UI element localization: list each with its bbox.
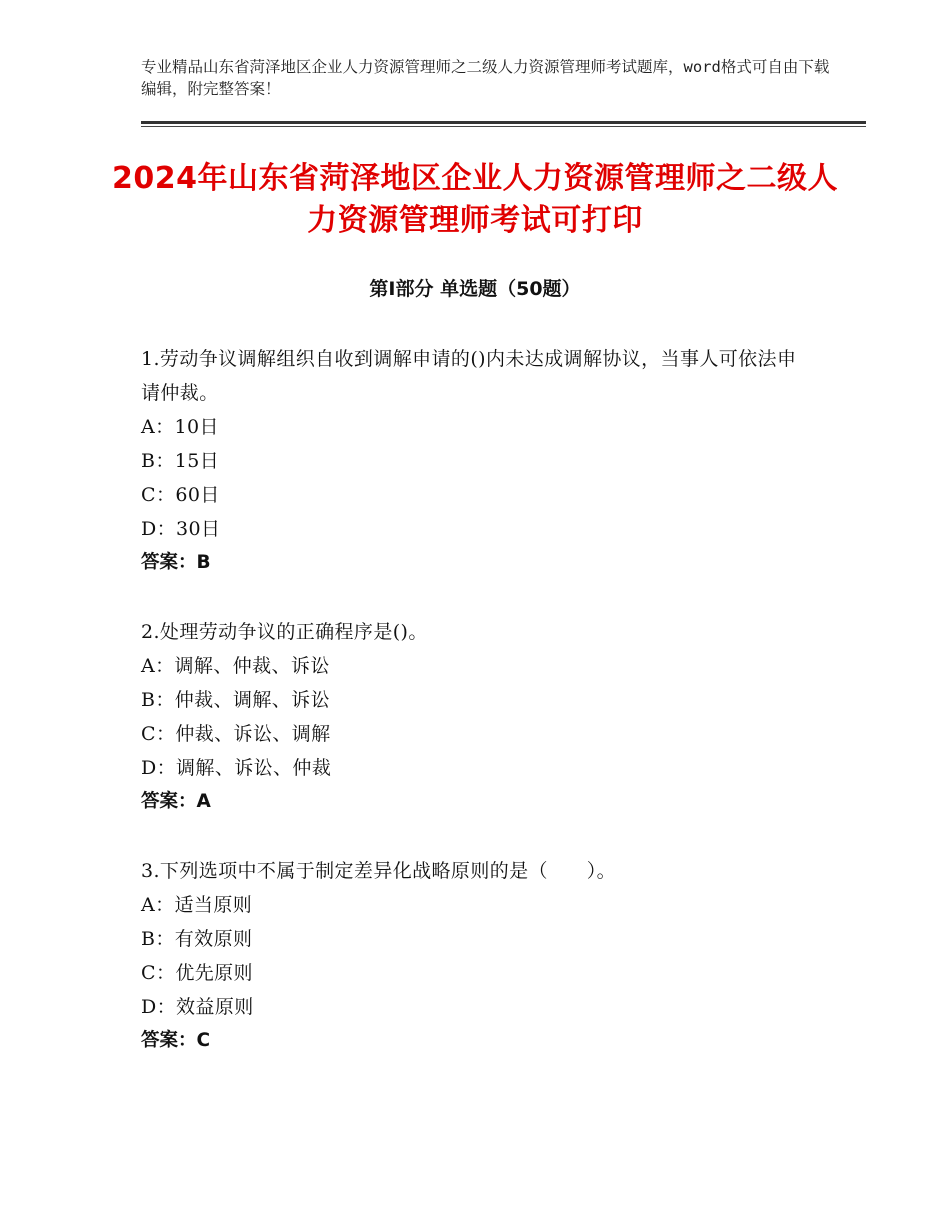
- question-stem: 1.劳动争议调解组织自收到调解申请的()内未达成调解协议，当事人可依法申请仲裁。: [141, 348, 797, 404]
- option-a: A：调解、仲裁、诉讼: [141, 655, 330, 677]
- answer-line: 答案：C: [141, 1030, 211, 1051]
- question-list: [141, 342, 801, 1093]
- header-divider-thick: [141, 121, 866, 124]
- option-c: C：优先原则: [141, 962, 253, 984]
- question-stem: 2.处理劳动争议的正确程序是()。: [141, 621, 428, 643]
- question-3: [141, 854, 801, 1058]
- header-divider-thin: [141, 126, 866, 127]
- answer-line: 答案：B: [141, 552, 211, 573]
- question-2: [141, 615, 801, 819]
- option-d: D：效益原则: [141, 996, 254, 1018]
- option-d: D：30日: [141, 518, 221, 540]
- question-1: [141, 342, 801, 580]
- option-b: B：仲裁、调解、诉讼: [141, 689, 330, 711]
- document-title: 2024年山东省菏泽地区企业人力资源管理师之二级人力资源管理师考试可打印: [112, 161, 838, 238]
- section-title: 第Ⅰ部分 单选题（50题）: [369, 278, 581, 300]
- option-a: A：适当原则: [141, 894, 253, 916]
- option-a: A：10日: [141, 416, 219, 438]
- question-stem: 3.下列选项中不属于制定差异化战略原则的是（ ）。: [141, 860, 617, 882]
- option-c: C：仲裁、诉讼、调解: [141, 723, 331, 745]
- option-c: C：60日: [141, 484, 220, 506]
- answer-line: 答案：A: [141, 791, 211, 812]
- header-note: 专业精品山东省菏泽地区企业人力资源管理师之二级人力资源管理师考试题库，word格式可自由下载编辑，附完整答案！: [141, 58, 830, 98]
- option-d: D：调解、诉讼、仲裁: [141, 757, 332, 779]
- option-b: B：15日: [141, 450, 220, 472]
- option-b: B：有效原则: [141, 928, 253, 950]
